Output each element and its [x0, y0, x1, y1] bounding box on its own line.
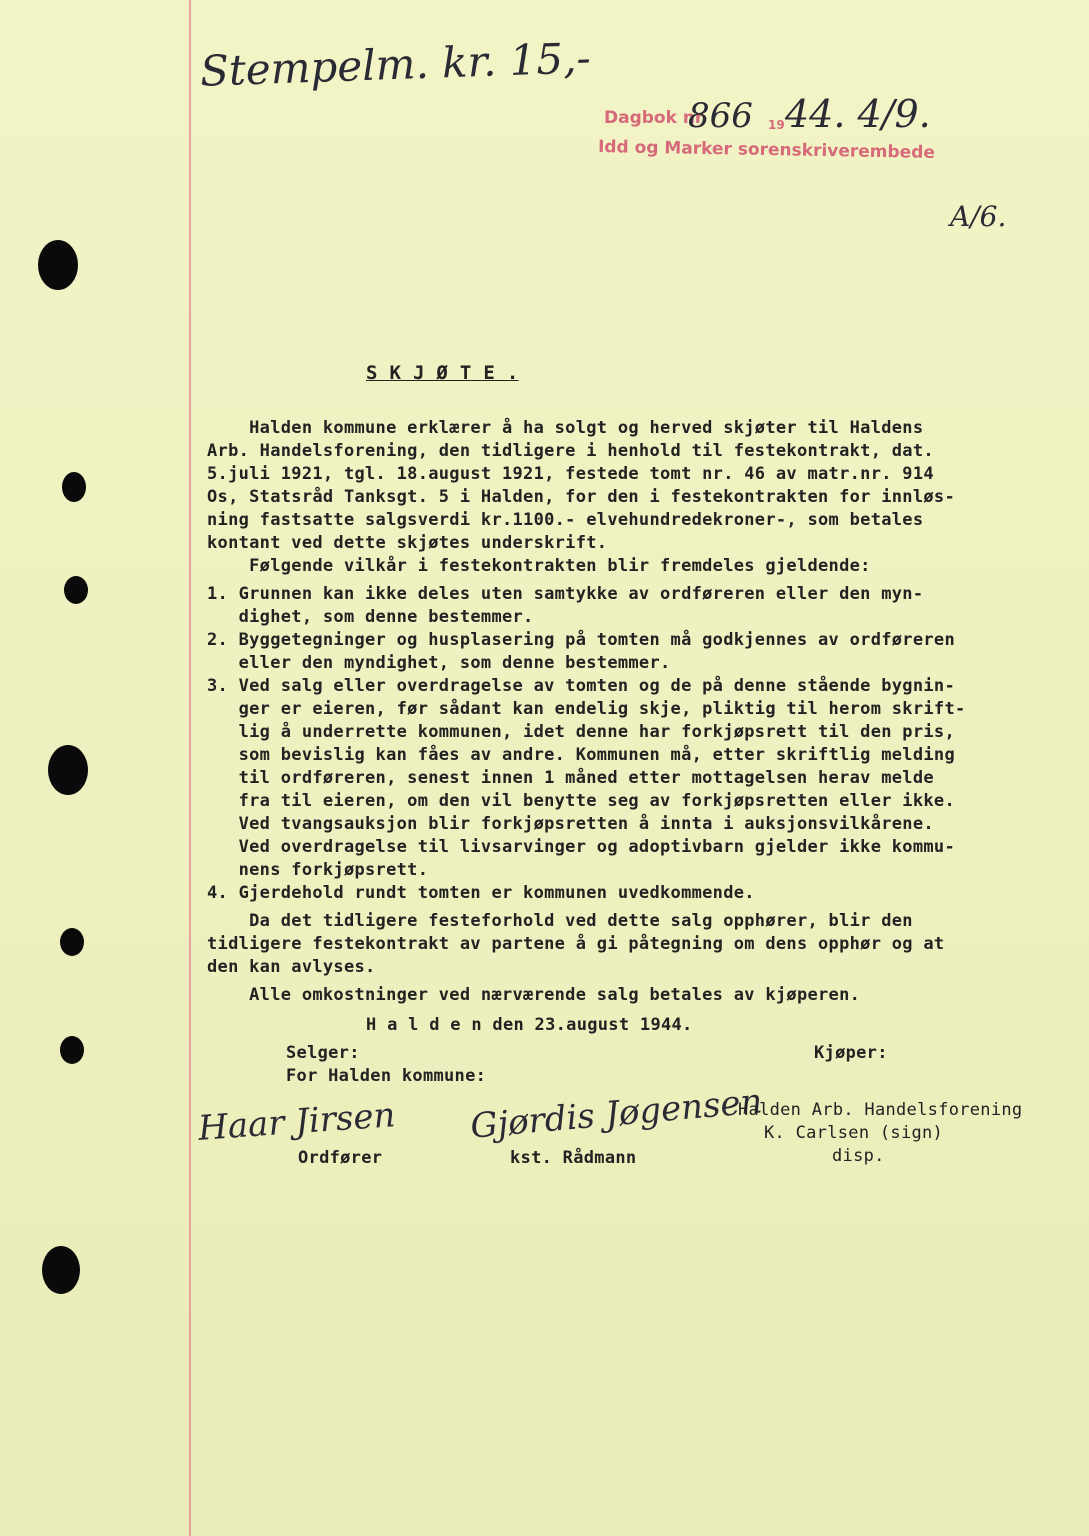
punch-hole — [48, 745, 88, 795]
date-line: H a l d e n den 23.august 1944. — [366, 1015, 693, 1035]
document-title: S K J Ø T E . — [366, 362, 519, 384]
body-line: dighet, som denne bestemmer. — [207, 607, 534, 627]
body-line: Ved tvangsauksjon blir forkjøpsretten å innta i auksjonsvilkårene. — [207, 814, 934, 834]
dagbok-year-prefix: 19 — [768, 118, 785, 132]
body-line: 5.juli 1921, tgl. 18.august 1921, festede tomt nr. 46 av matr.nr. 914 — [207, 464, 934, 484]
body-line: lig å underrette kommunen, idet denne har forkjøpsrett til den pris, — [207, 722, 955, 742]
dagbok-prefix: Dagbok nr. — [604, 108, 708, 128]
body-line: Os, Statsråd Tanksgt. 5 i Halden, for den i festekontrakten for innløs- — [207, 487, 955, 507]
dagbok-date: 44. 4/9. — [785, 92, 931, 136]
body-line: 3. Ved salg eller overdragelse av tomten og de på denne stående bygnin- — [207, 676, 955, 696]
body-line: 1. Grunnen kan ikke deles uten samtykke av ordføreren eller den myn- — [207, 584, 924, 604]
punch-hole — [62, 472, 86, 502]
body-line: tidligere festekontrakt av partene å gi påtegning om dens opphør og at — [207, 934, 945, 954]
dagbok-number: 866 — [688, 96, 753, 136]
seller-org: For Halden kommune: — [286, 1066, 487, 1086]
body-line: eller den myndighet, som denne bestemmer. — [207, 653, 671, 673]
red-margin-line — [189, 0, 191, 1536]
body-line: Da det tidligere festeforhold ved dette salg opphører, blir den — [207, 911, 913, 931]
body-line: Arb. Handelsforening, den tidligere i henhold til festekontrakt, dat. — [207, 441, 934, 461]
body-line: kontant ved dette skjøtes underskrift. — [207, 533, 608, 553]
body-line: Alle omkostninger ved nærværende salg betales av kjøperen. — [207, 985, 861, 1005]
body-line: ning fastsatte salgsverdi kr.1100.- elvehundredekroner-, som betales — [207, 510, 924, 530]
seller-label: Selger: — [286, 1043, 360, 1063]
punch-hole — [38, 240, 78, 290]
punch-hole — [60, 928, 84, 956]
body-line: til ordføreren, senest innen 1 måned etter mottagelsen herav melde — [207, 768, 934, 788]
body-line: Halden kommune erklærer å ha solgt og herved skjøter til Haldens — [207, 418, 924, 438]
buyer-org: Halden Arb. Handelsforening — [738, 1100, 1023, 1120]
body-line: 4. Gjerdehold rundt tomten er kommunen uvedkommende. — [207, 883, 755, 903]
signature-councilman-title: kst. Rådmann — [510, 1148, 637, 1168]
body-line: som bevislig kan fåes av andre. Kommunen må, etter skriftlig melding — [207, 745, 955, 765]
buyer-signatory-role: disp. — [832, 1146, 885, 1166]
body-line: ger er eieren, før sådant kan endelig skje, pliktig til herom skrift- — [207, 699, 966, 719]
stamp-fee-handwritten: Stempelm. kr. 15,- — [199, 33, 592, 96]
buyer-label: Kjøper: — [814, 1043, 888, 1063]
body-line: Følgende vilkår i festekontrakten blir fremdeles gjeldende: — [207, 556, 871, 576]
signature-councilman: Gjørdis Jøgensen — [468, 1081, 764, 1147]
body-line: den kan avlyses. — [207, 957, 376, 977]
punch-hole — [60, 1036, 84, 1064]
punch-hole — [42, 1246, 80, 1294]
body-line: nens forkjøpsrett. — [207, 860, 429, 880]
body-line: 2. Byggetegninger og husplasering på tomten må godkjennes av ordføreren — [207, 630, 955, 650]
office-stamp: Idd og Marker sorenskriverembede — [597, 137, 936, 163]
buyer-signatory: K. Carlsen (sign) — [764, 1123, 944, 1143]
reference-mark: A/6. — [950, 200, 1007, 233]
signature-mayor-title: Ordfører — [298, 1148, 383, 1168]
signature-mayor: Haar Jirsen — [196, 1095, 397, 1149]
body-line: Ved overdragelse til livsarvinger og adoptivbarn gjelder ikke kommu- — [207, 837, 955, 857]
punch-hole — [64, 576, 88, 604]
body-line: fra til eieren, om den vil benytte seg av forkjøpsretten eller ikke. — [207, 791, 955, 811]
